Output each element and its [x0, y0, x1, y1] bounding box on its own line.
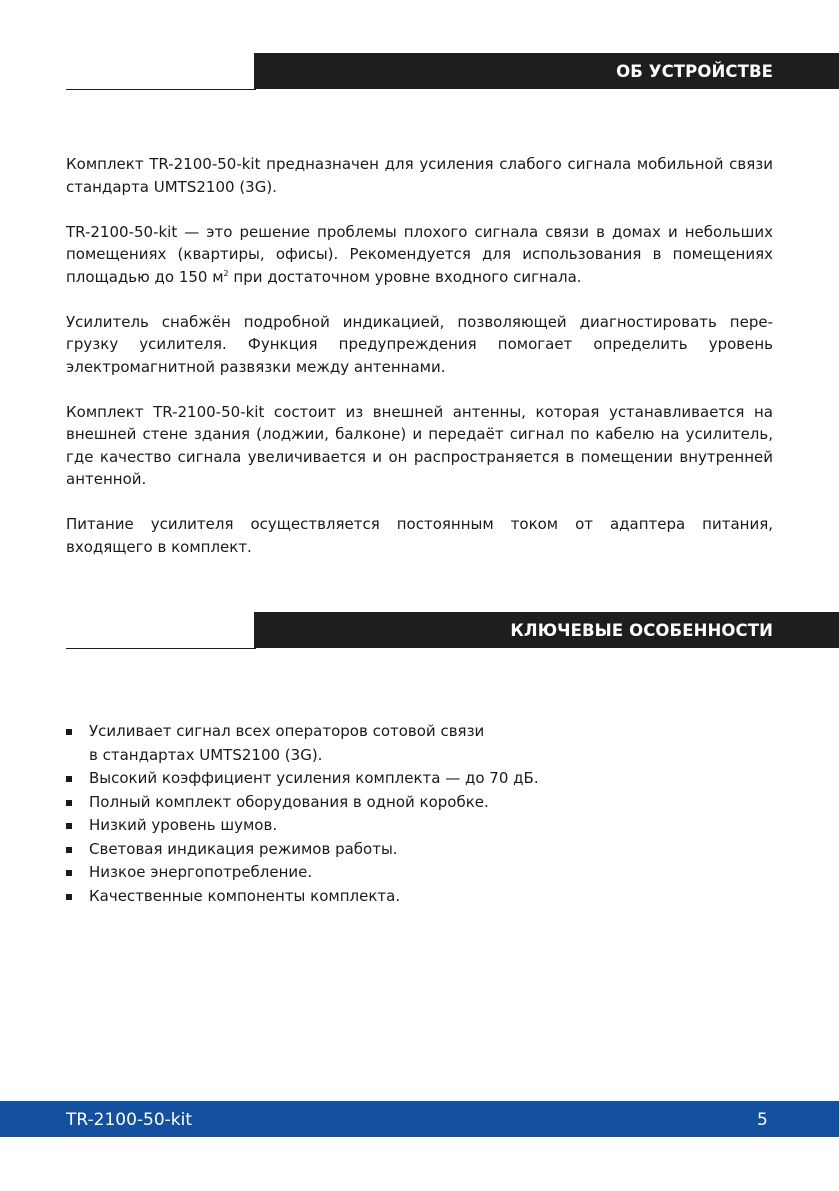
about-paragraph-2 — [66, 221, 773, 289]
list-item-text-continued: в стандартах UMTS2100 (3G). — [89, 745, 323, 764]
list-item — [66, 861, 773, 885]
superscript-2: 2 — [223, 268, 229, 278]
section-header-about — [66, 53, 839, 90]
about-text — [66, 153, 773, 581]
list-item-text: Низкий уровень шумов. — [89, 816, 278, 834]
list-item-text: Полный комплект оборудования в одной коробке. — [89, 792, 489, 811]
list-item-text: Качественные компоненты комплекта. — [89, 886, 401, 905]
list-item — [66, 838, 773, 862]
list-item — [66, 767, 773, 791]
about-paragraph-2-text: TR-2100-50-kit — это решение проблемы плохого сигнала связи в домах и небольших помещениях (квартиры, офисы). Рекомендуется для использования в помещениях площадью до 150 м — [66, 222, 773, 286]
list-item-text: Световая индикация режимов работы. — [89, 839, 398, 858]
about-paragraph-3: Усилитель снабжён подробной индикацией, позволяющей диагностировать пере-грузку усилителя. Функция предупреждения помогает определить уровень электромагнитной развязки между антеннами. — [66, 312, 773, 376]
header-rule — [66, 89, 256, 90]
section-title-about: ОБ УСТРОЙСТВЕ — [616, 62, 773, 81]
list-item-text: Усиливает сигнал всех операторов сотовой связи — [89, 722, 485, 740]
page-footer — [0, 1101, 839, 1137]
about-paragraph-1: Комплект TR-2100-50-kit предназначен для усиления слабого сигнала мобильной связи стандарта UMTS2100 (3G). — [66, 155, 773, 196]
list-item — [66, 885, 773, 909]
list-item-text: Низкое энергопотребление. — [89, 863, 313, 881]
list-item — [66, 814, 773, 838]
list-item — [66, 791, 773, 815]
section-header-features — [66, 612, 839, 649]
section-title-features: КЛЮЧЕВЫЕ ОСОБЕННОСТИ — [510, 621, 773, 640]
about-paragraph-5: Питание усилителя осуществляется постоянным током от адаптера питания, входящего в комплект. — [66, 515, 773, 556]
list-item-text: Высокий коэффициент усиления комплекта — до 70 дБ. — [89, 769, 539, 787]
header-rule — [66, 648, 256, 649]
footer-model-name: TR-2100-50-kit — [66, 1110, 193, 1130]
page-number: 5 — [757, 1110, 768, 1130]
about-paragraph-4: Комплект TR-2100-50-kit состоит из внешней антенны, которая устанавливается на внешней стене здания (лоджии, балконе) и передаёт сигнал по кабелю на усилитель, где качество сигнала увеличивается и он распространяется в помещении внутренней антенной. — [66, 402, 773, 488]
list-item — [66, 720, 773, 767]
about-paragraph-2-text-end: при достаточном уровне входного сигнала. — [228, 267, 582, 286]
features-list — [66, 720, 773, 908]
